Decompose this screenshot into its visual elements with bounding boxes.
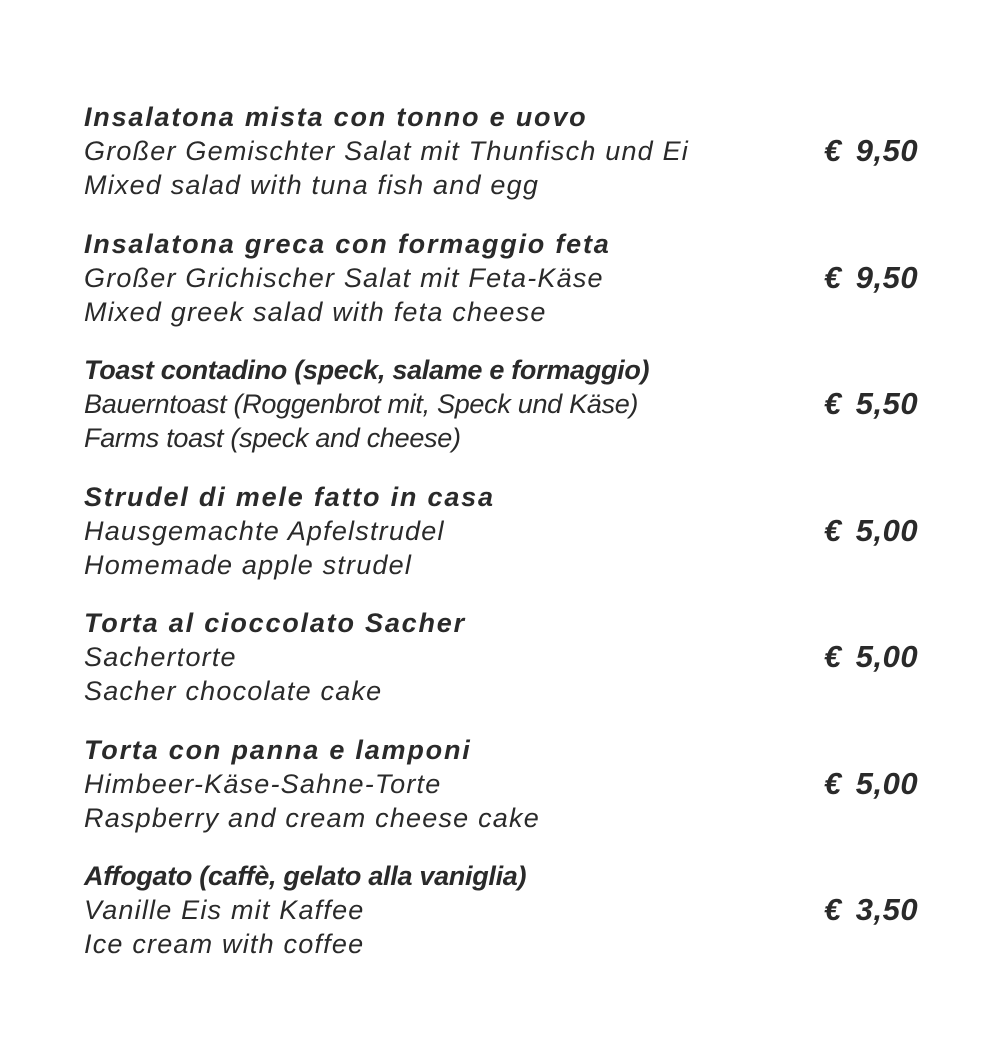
item-name-italian: Affogato (caffè, gelato alla vaniglia) [84,861,527,891]
price-value: 9,50 [855,133,919,168]
item-name-english: Ice cream with coffee [84,929,365,959]
item-name-english: Mixed greek salad with feta cheese [84,296,547,327]
price-value: 5,50 [855,386,919,421]
menu-item-insalatona-mista [84,100,934,227]
price-value: 3,50 [855,892,919,927]
menu-item-toast-contadino [84,353,934,480]
item-price [824,765,918,803]
item-name-english: Farms toast (speck and cheese) [84,423,461,453]
item-name-german: Hausgemachte Apfelstrudel [84,515,445,546]
item-name-italian: Insalatona greca con formaggio feta [84,228,611,259]
currency-symbol: € [824,765,842,801]
price-value: 5,00 [855,639,919,674]
item-name-german: Großer Grichischer Salat mit Feta-Käse [84,262,604,293]
item-name-german: Großer Gemischter Salat mit Thunfisch und Ei [84,136,689,166]
price-value: 5,00 [855,765,919,801]
menu-list [84,100,934,986]
item-price [824,385,918,423]
currency-symbol: € [824,512,842,548]
item-name-german: Vanille Eis mit Kaffee [84,895,365,925]
price-value: 5,00 [855,512,919,548]
item-name-german: Bauerntoast (Roggenbrot mit, Speck und Käse) [84,389,639,419]
menu-item-insalatona-greca [84,227,934,354]
item-name-italian: Toast contadino (speck, salame e formaggio) [84,355,650,385]
item-name-english: Sacher chocolate cake [84,676,383,706]
item-name-german: Himbeer-Käse-Sahne-Torte [84,768,442,799]
currency-symbol: € [824,133,842,168]
currency-symbol: € [824,259,842,295]
item-name-english: Homemade apple strudel [84,549,413,580]
menu-item-affogato [84,859,934,986]
item-name-german: Sachertorte [84,642,237,672]
currency-symbol: € [824,639,842,674]
item-name-italian: Torta con panna e lamponi [84,734,472,765]
item-name-english: Mixed salad with tuna fish and egg [84,170,540,200]
currency-symbol: € [824,386,842,421]
menu-item-torta-sacher [84,606,934,733]
item-price [824,132,918,170]
currency-symbol: € [824,892,842,927]
price-value: 9,50 [855,259,919,295]
item-name-italian: Torta al cioccolato Sacher [84,608,466,638]
menu-item-strudel [84,480,934,607]
item-price [824,512,918,550]
item-price [824,891,918,929]
menu-item-torta-lamponi [84,733,934,860]
item-name-english: Raspberry and cream cheese cake [84,802,540,833]
item-price [824,259,918,297]
item-name-italian: Strudel di mele fatto in casa [84,481,495,512]
item-price [824,638,918,676]
item-name-italian: Insalatona mista con tonno e uovo [84,102,588,132]
